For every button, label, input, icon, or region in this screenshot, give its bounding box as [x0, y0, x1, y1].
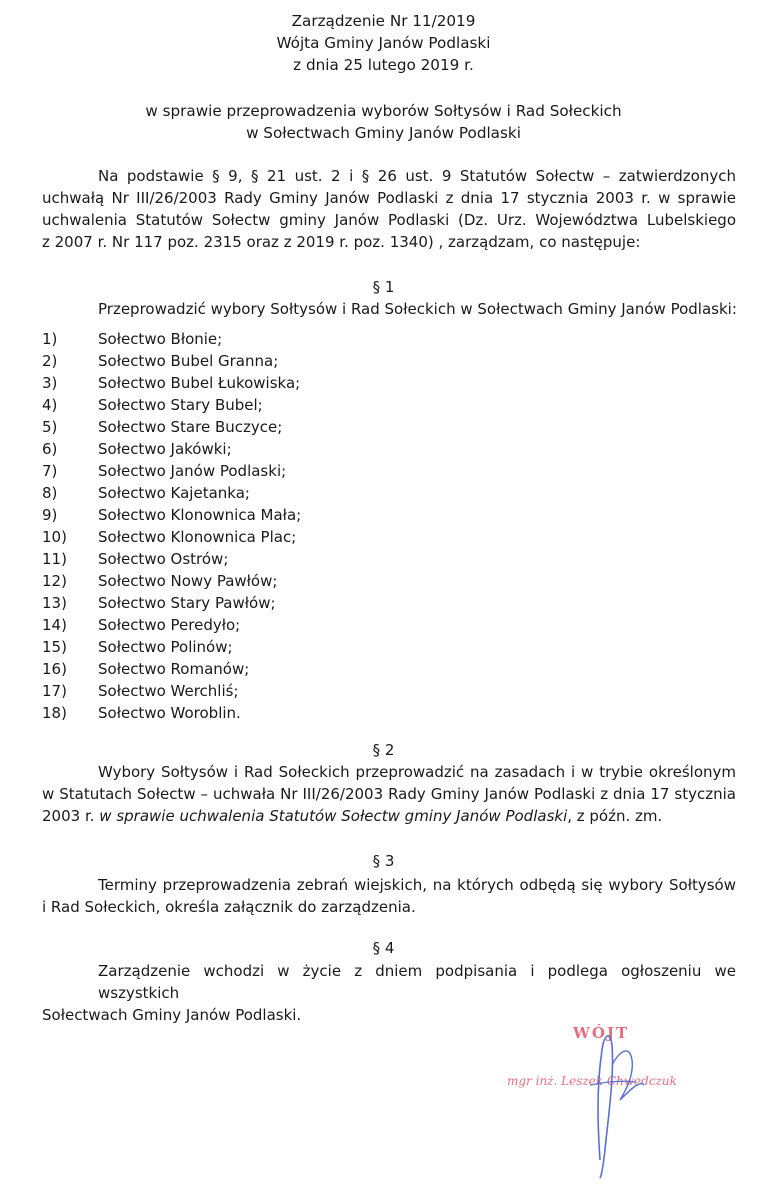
list-item-text: Sołectwo Bubel Łukowiska;: [98, 374, 301, 392]
list-item-number: 10): [42, 528, 67, 546]
list-item-number: 12): [42, 572, 67, 590]
section-2-heading: § 2: [372, 741, 395, 759]
section-3-line-1: Terminy przeprowadzenia zebrań wiejskich, na których odbędą się wybory Sołtysów: [98, 876, 736, 894]
list-item-text: Sołectwo Woroblin.: [98, 704, 241, 722]
section-3-heading: § 3: [372, 852, 395, 870]
list-item-number: 1): [42, 330, 58, 348]
list-item-text: Sołectwo Kajetanka;: [98, 484, 250, 502]
section-1-intro: [98, 298, 738, 320]
list-item-number: 16): [42, 660, 67, 678]
list-item-text: Sołectwo Bubel Granna;: [98, 352, 279, 370]
preamble-line-2: uchwałą Nr III/26/2003 Rady Gminy Janów Podlaski z dnia 17 stycznia 2003 r. w sprawie: [42, 189, 736, 207]
list-item-number: 18): [42, 704, 67, 722]
list-item-text: Sołectwo Błonie;: [98, 330, 223, 348]
list-item-number: 4): [42, 396, 58, 414]
section-4-line-2: Sołectwach Gminy Janów Podlaski.: [42, 1006, 302, 1024]
preamble-line-3: uchwalenia Statutów Sołectw gminy Janów Podlaski (Dz. Urz. Województwa Lubelskiego: [42, 211, 736, 229]
section-3-line-2: i Rad Sołeckich, określa załącznik do zarządzenia.: [42, 898, 416, 916]
list-item-text: Sołectwo Stary Pawłów;: [98, 594, 276, 612]
handwritten-signature: [560, 1010, 680, 1180]
preamble-line-1: Na podstawie § 9, § 21 ust. 2 i § 26 ust. 9 Statutów Sołectw – zatwierdzonych: [98, 167, 736, 185]
section-2-line-1: Wybory Sołtysów i Rad Sołeckich przeprowadzić na zasadach i w trybie określonym: [98, 763, 736, 781]
section-2-paragraph: [42, 761, 736, 827]
list-item-number: 3): [42, 374, 58, 392]
document-subject: [0, 100, 767, 144]
list-item-number: 8): [42, 484, 58, 502]
signature-stroke-1: [598, 1036, 613, 1178]
list-item-text: Sołectwo Janów Podlaski;: [98, 462, 287, 480]
section-3-paragraph: [42, 874, 736, 918]
section-4-line-1: Zarządzenie wchodzi w życie z dniem podpisania i podlega ogłoszeniu we wszystkich: [98, 962, 736, 1002]
preamble-paragraph: [42, 165, 736, 253]
list-item-text: Sołectwo Polinów;: [98, 638, 233, 656]
subject-line-1: w sprawie przeprowadzenia wyborów Sołtysów i Rad Sołeckich: [145, 102, 622, 120]
subject-line-2: w Sołectwach Gminy Janów Podlaski: [246, 124, 521, 142]
section-2-line-2: w Statutach Sołectw – uchwała Nr III/26/2003 Rady Gminy Janów Podlaski z dnia 17 stycznia: [42, 785, 736, 803]
list-item-number: 6): [42, 440, 58, 458]
section-4-heading: § 4: [372, 939, 395, 957]
list-item-text: Sołectwo Ostrów;: [98, 550, 229, 568]
list-item-text: Sołectwo Stare Buczyce;: [98, 418, 283, 436]
section-1-heading: § 1: [372, 278, 395, 296]
preamble-line-4: z 2007 r. Nr 117 poz. 2315 oraz z 2019 r. poz. 1340) , zarządzam, co następuje:: [42, 233, 641, 251]
section-1-intro-text: Przeprowadzić wybory Sołtysów i Rad Sołeckich w Sołectwach Gminy Janów Podlaski:: [98, 300, 737, 318]
stamp-title: WÓJT: [573, 1024, 630, 1042]
title-line-1: Zarządzenie Nr 11/2019: [291, 12, 476, 30]
list-item-text: Sołectwo Romanów;: [98, 660, 250, 678]
list-item-number: 7): [42, 462, 58, 480]
section-2-line-3-end: , z późn. zm.: [567, 807, 663, 825]
list-item-number: 14): [42, 616, 67, 634]
list-item-number: 9): [42, 506, 58, 524]
title-line-3: z dnia 25 lutego 2019 r.: [293, 56, 474, 74]
list-item-number: 2): [42, 352, 58, 370]
title-line-2: Wójta Gminy Janów Podlaski: [276, 34, 491, 52]
list-item-number: 17): [42, 682, 67, 700]
list-item-text: Sołectwo Klonownica Mała;: [98, 506, 302, 524]
list-item-text: Sołectwo Nowy Pawłów;: [98, 572, 278, 590]
list-item-text: Sołectwo Werchliś;: [98, 682, 239, 700]
signature-stroke-2: [612, 1051, 644, 1100]
document-title: [0, 10, 767, 76]
list-item-number: 15): [42, 638, 67, 656]
section-2-line-3: [42, 805, 736, 827]
list-item-number: 11): [42, 550, 67, 568]
list-item-number: 5): [42, 418, 58, 436]
section-2-line-3-italic: w sprawie uchwalenia Statutów Sołectw gminy Janów Podlaski: [99, 807, 568, 825]
list-item-number: 13): [42, 594, 67, 612]
section-2-line-3-start: 2003 r.: [42, 807, 100, 825]
list-item-text: Sołectwo Jakówki;: [98, 440, 232, 458]
list-item-text: Sołectwo Peredyło;: [98, 616, 241, 634]
list-item-text: Sołectwo Klonownica Plac;: [98, 528, 297, 546]
stamp-name: mgr inż. Leszek Chwedczuk: [507, 1074, 677, 1088]
list-item-text: Sołectwo Stary Bubel;: [98, 396, 263, 414]
